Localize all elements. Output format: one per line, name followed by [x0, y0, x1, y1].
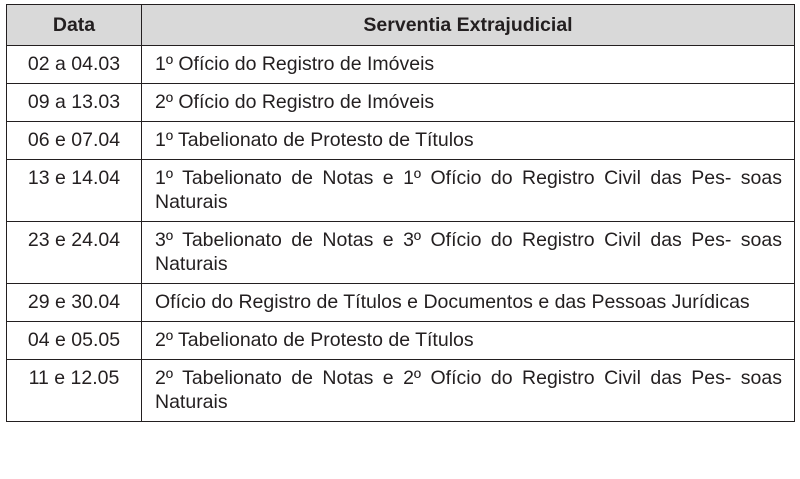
header-office: Serventia Extrajudicial	[142, 5, 795, 46]
date-cell: 11 e 12.05	[7, 360, 142, 422]
office-cell: Ofício do Registro de Títulos e Documentos e das Pessoas Jurídicas	[142, 284, 795, 322]
schedule-table	[6, 4, 795, 422]
table-row	[7, 360, 795, 422]
table-header	[7, 5, 795, 46]
date-cell: 13 e 14.04	[7, 160, 142, 222]
table-row	[7, 222, 795, 284]
date-cell: 04 e 05.05	[7, 322, 142, 360]
date-cell: 02 a 04.03	[7, 46, 142, 84]
header-row	[7, 5, 795, 46]
table-row	[7, 160, 795, 222]
header-date: Data	[7, 5, 142, 46]
office-cell: 1º Ofício do Registro de Imóveis	[142, 46, 795, 84]
office-cell: 3º Tabelionato de Notas e 3º Ofício do Registro Civil das Pes- soas Naturais	[142, 222, 795, 284]
table-row	[7, 84, 795, 122]
date-cell: 06 e 07.04	[7, 122, 142, 160]
office-cell: 1º Tabelionato de Notas e 1º Ofício do Registro Civil das Pes- soas Naturais	[142, 160, 795, 222]
table-row	[7, 284, 795, 322]
date-cell: 23 e 24.04	[7, 222, 142, 284]
date-cell: 09 a 13.03	[7, 84, 142, 122]
table-row	[7, 122, 795, 160]
office-cell: 2º Tabelionato de Notas e 2º Ofício do Registro Civil das Pes- soas Naturais	[142, 360, 795, 422]
table-row	[7, 46, 795, 84]
office-cell: 1º Tabelionato de Protesto de Títulos	[142, 122, 795, 160]
office-cell: 2º Tabelionato de Protesto de Títulos	[142, 322, 795, 360]
table-row	[7, 322, 795, 360]
date-cell: 29 e 30.04	[7, 284, 142, 322]
table-body	[7, 46, 795, 422]
office-cell: 2º Ofício do Registro de Imóveis	[142, 84, 795, 122]
